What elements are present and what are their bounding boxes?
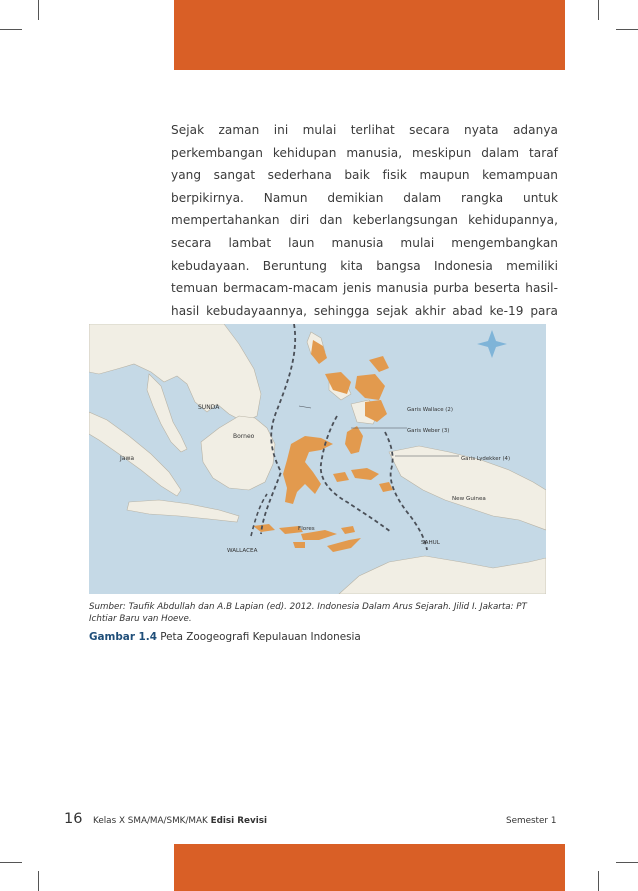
figure-source: Sumber: Taufik Abdullah dan A.B Lapian (ed). 2012. Indonesia Dalam Arus Sejarah. Jilid I. Jakarta: PT Ichtiar Baru van Hoeve.	[89, 602, 527, 624]
map-label-new-guinea: New Guinea	[452, 496, 486, 502]
footer-edition: Edisi Revisi	[210, 816, 267, 826]
map-label-borneo: Borneo	[233, 433, 255, 440]
figure-caption-label: Gambar 1.4	[89, 631, 157, 643]
crop-mark	[598, 871, 599, 891]
map-label-sahul: SAHUL	[421, 540, 440, 546]
page-number: 16	[64, 811, 83, 827]
figure-caption	[89, 631, 555, 643]
crop-mark	[616, 862, 638, 863]
crop-mark	[0, 862, 22, 863]
crop-mark	[38, 871, 39, 891]
map-label-wallacea: WALLACEA	[227, 548, 258, 554]
map-label-garis-wallace: Garis Wallace (2)	[407, 407, 453, 413]
footer-title-text: Kelas X SMA/MA/SMK/MAK	[93, 816, 211, 826]
map-label-garis-weber: Garis Weber (3)	[407, 428, 450, 434]
lesser-sunda-island	[293, 542, 305, 548]
map-label-jawa: Jawa	[120, 455, 135, 462]
figure-caption-text: Peta Zoogeografi Kepulauan Indonesia	[156, 631, 361, 643]
footer-semester: Semester 1	[506, 816, 557, 826]
crop-mark	[616, 29, 638, 30]
map-label-garis-lydekker: Garis Lydekker (4)	[461, 456, 511, 462]
map-label-flores: Flores	[298, 526, 315, 532]
zoogeography-map	[89, 324, 546, 594]
body-paragraph: Sejak zaman ini mulai terlihat secara nyata adanya perkembangan kehidupan manusia, meskipun dalam taraf yang sangat sederhana baik fisik maupun kemampuan berpikirnya. Namun demikian dalam rangka untuk mempertahankan diri dan keberlangsungan kehidupannya, secara lambat laun manusia mulai mengembangkan kebudayaan. Beruntung kita bangsa Indonesia memiliki temuan bermacam-macam jenis manusia purba beserta hasil-hasil kebudayaannya, sehingga sejak akhir abad ke-19 para	[171, 123, 558, 318]
footer-book-title	[93, 816, 267, 826]
header-accent-bar	[174, 0, 565, 70]
map-label-sunda: SUNDA	[198, 404, 220, 411]
footer-accent-bar	[174, 844, 565, 891]
map-svg	[89, 324, 546, 594]
crop-mark	[0, 29, 22, 30]
crop-mark	[598, 0, 599, 20]
crop-mark	[38, 0, 39, 20]
